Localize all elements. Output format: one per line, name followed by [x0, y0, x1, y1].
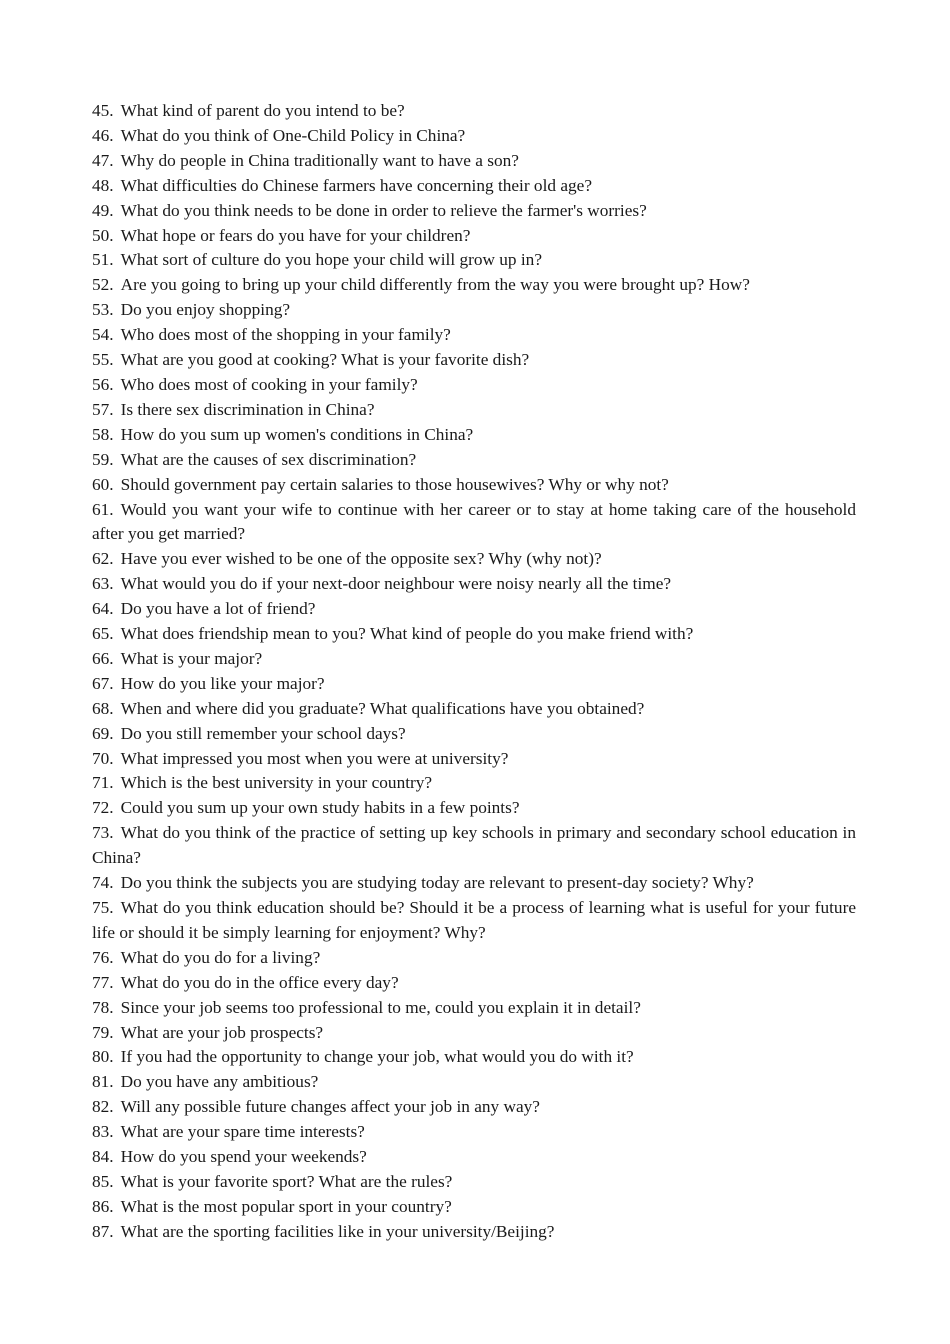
item-text: Do you enjoy shopping?	[120, 300, 291, 320]
list-item	[92, 1045, 856, 1070]
item-number: 54.	[92, 325, 114, 345]
item-number: 74.	[92, 873, 114, 893]
item-text: Could you sum up your own study habits in a few points?	[120, 798, 520, 818]
item-text: What are the causes of sex discrimination?	[120, 449, 417, 469]
item-number: 85.	[92, 1171, 114, 1191]
list-item	[92, 448, 856, 473]
list-item	[92, 248, 856, 273]
list-item	[92, 99, 856, 124]
list-item	[92, 996, 856, 1021]
item-number: 62.	[92, 549, 114, 569]
list-item	[92, 971, 856, 996]
item-text: What does friendship mean to you? What kind of people do you make friend with?	[120, 624, 694, 644]
item-number: 53.	[92, 300, 114, 320]
item-number: 82.	[92, 1097, 114, 1117]
item-text: What impressed you most when you were at university?	[120, 748, 509, 768]
item-text: How do you sum up women's conditions in China?	[120, 424, 474, 444]
item-number: 73.	[92, 823, 114, 843]
item-number: 77.	[92, 972, 114, 992]
item-text: What are the sporting facilities like in your university/Beijing?	[120, 1221, 555, 1241]
list-item	[92, 1170, 856, 1195]
item-number: 69.	[92, 723, 114, 743]
list-item	[92, 224, 856, 249]
item-number: 67.	[92, 673, 114, 693]
item-text: Who does most of cooking in your family?	[120, 374, 418, 394]
question-list	[92, 99, 856, 1245]
item-text: What kind of parent do you intend to be?	[120, 101, 405, 120]
item-number: 76.	[92, 947, 114, 967]
item-number: 71.	[92, 773, 114, 793]
list-item	[92, 672, 856, 697]
list-item	[92, 1021, 856, 1046]
list-item	[92, 946, 856, 971]
item-number: 78.	[92, 997, 114, 1017]
list-item	[92, 1220, 856, 1245]
item-text: What are your spare time interests?	[120, 1122, 365, 1142]
list-item	[92, 647, 856, 672]
item-text: What are your job prospects?	[120, 1022, 324, 1042]
item-text: What are you good at cooking? What is your favorite dish?	[120, 350, 530, 370]
item-text: What do you do in the office every day?	[120, 972, 399, 992]
item-number: 55.	[92, 350, 114, 370]
item-number: 57.	[92, 399, 114, 419]
item-number: 86.	[92, 1196, 114, 1216]
item-text: What difficulties do Chinese farmers have concerning their old age?	[120, 175, 592, 195]
list-item	[92, 871, 856, 896]
item-number: 81.	[92, 1072, 114, 1092]
item-text: Is there sex discrimination in China?	[120, 399, 375, 419]
item-number: 47.	[92, 150, 114, 170]
list-item	[92, 498, 856, 548]
item-number: 64.	[92, 599, 114, 619]
list-item	[92, 622, 856, 647]
item-text: Would you want your wife to continue with her career or to stay at home taking care of the household after you get married?	[92, 499, 856, 544]
item-number: 68.	[92, 698, 114, 718]
item-number: 52.	[92, 275, 114, 295]
item-text: What hope or fears do you have for your children?	[120, 225, 471, 245]
item-number: 87.	[92, 1221, 114, 1241]
list-item	[92, 771, 856, 796]
item-text: When and where did you graduate? What qualifications have you obtained?	[120, 698, 645, 718]
item-number: 46.	[92, 125, 114, 145]
list-item	[92, 398, 856, 423]
item-text: What do you think of the practice of setting up key schools in primary and secondary school education in China?	[92, 823, 856, 868]
item-number: 75.	[92, 898, 114, 917]
list-item	[92, 747, 856, 772]
list-item	[92, 697, 856, 722]
item-number: 63.	[92, 574, 114, 594]
item-number: 83.	[92, 1122, 114, 1142]
item-text: What would you do if your next-door neighbour were noisy nearly all the time?	[120, 574, 672, 594]
item-text: What is your favorite sport? What are the rules?	[120, 1171, 453, 1191]
item-text: What do you think of One-Child Policy in China?	[120, 125, 466, 145]
item-number: 65.	[92, 624, 114, 644]
list-item	[92, 722, 856, 747]
item-text: If you had the opportunity to change your job, what would you do with it?	[120, 1047, 634, 1067]
list-item	[92, 821, 856, 871]
item-number: 60.	[92, 474, 114, 494]
item-text: What do you think needs to be done in order to relieve the farmer's worries?	[120, 200, 647, 220]
list-item	[92, 298, 856, 323]
item-number: 79.	[92, 1022, 114, 1042]
list-item	[92, 597, 856, 622]
item-text: How do you like your major?	[120, 673, 325, 693]
list-item	[92, 323, 856, 348]
list-item	[92, 174, 856, 199]
list-item	[92, 1070, 856, 1095]
item-text: Since your job seems too professional to me, could you explain it in detail?	[120, 997, 641, 1017]
item-text: Have you ever wished to be one of the opposite sex? Why (why not)?	[120, 549, 602, 569]
list-item	[92, 1120, 856, 1145]
item-number: 80.	[92, 1047, 114, 1067]
list-item	[92, 273, 856, 298]
item-number: 70.	[92, 748, 114, 768]
item-text: Do you still remember your school days?	[120, 723, 406, 743]
item-text: Are you going to bring up your child differently from the way you were brought up? How?	[120, 275, 750, 295]
item-text: Do you have any ambitious?	[120, 1072, 319, 1092]
item-text: Will any possible future changes affect your job in any way?	[120, 1097, 540, 1117]
item-text: Should government pay certain salaries to those housewives? Why or why not?	[120, 474, 669, 494]
list-item	[92, 199, 856, 224]
list-item	[92, 896, 856, 946]
item-number: 84.	[92, 1147, 114, 1167]
list-item	[92, 572, 856, 597]
item-text: How do you spend your weekends?	[120, 1147, 367, 1167]
list-item	[92, 149, 856, 174]
item-number: 56.	[92, 374, 114, 394]
list-item	[92, 348, 856, 373]
item-text: What is your major?	[120, 648, 263, 668]
list-item	[92, 373, 856, 398]
item-text: Who does most of the shopping in your family?	[120, 325, 451, 345]
item-text: Why do people in China traditionally want to have a son?	[120, 150, 519, 170]
list-item	[92, 423, 856, 448]
item-number: 45.	[92, 101, 114, 120]
item-number: 66.	[92, 648, 114, 668]
item-number: 72.	[92, 798, 114, 818]
item-number: 49.	[92, 200, 114, 220]
item-number: 50.	[92, 225, 114, 245]
item-number: 61.	[92, 499, 114, 519]
item-text: What sort of culture do you hope your child will grow up in?	[120, 250, 542, 270]
item-number: 48.	[92, 175, 114, 195]
item-text: What do you do for a living?	[120, 947, 321, 967]
list-item	[92, 1145, 856, 1170]
item-text: Do you think the subjects you are studying today are relevant to present-day society? Why?	[120, 873, 754, 893]
list-item	[92, 124, 856, 149]
item-text: Do you have a lot of friend?	[120, 599, 316, 619]
item-number: 59.	[92, 449, 114, 469]
list-item	[92, 1195, 856, 1220]
item-number: 51.	[92, 250, 114, 270]
list-item	[92, 796, 856, 821]
item-text: What is the most popular sport in your country?	[120, 1196, 452, 1216]
item-text: Which is the best university in your country?	[120, 773, 433, 793]
list-item	[92, 547, 856, 572]
item-text: What do you think education should be? Should it be a process of learning what is useful for your future life or should it be simply learning for enjoyment? Why?	[92, 898, 856, 942]
item-number: 58.	[92, 424, 114, 444]
list-item	[92, 1095, 856, 1120]
list-item	[92, 473, 856, 498]
